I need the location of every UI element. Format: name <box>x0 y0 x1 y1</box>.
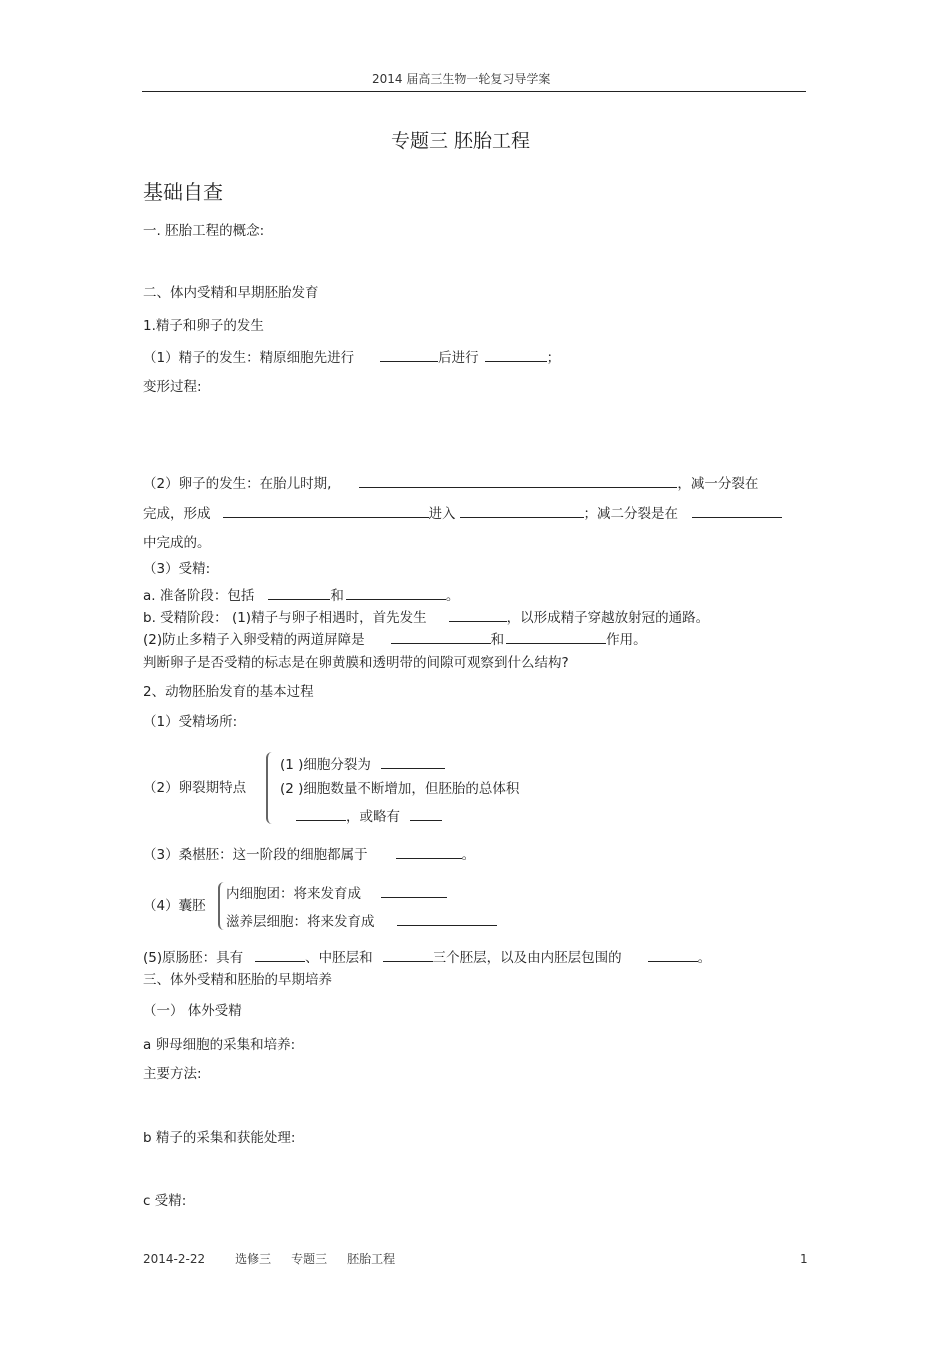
barrier-text-1: (2)防止多精子入卵受精的两道屏障是 <box>143 632 365 648</box>
deformation-label: 变形过程: <box>143 379 202 395</box>
fertilization-label: （3）受精: <box>143 561 211 577</box>
fert-text-2: ，以形成精子穿越放射冠的通路。 <box>506 610 710 626</box>
heading-in-vitro: 三、体外受精和胚胎的早期培养 <box>143 972 332 988</box>
blank-field[interactable] <box>268 587 330 600</box>
footer-topic: 专题三 <box>291 1252 328 1266</box>
barrier-text-3: 作用。 <box>606 632 647 648</box>
egg-text-3: 完成，形成 <box>143 506 211 522</box>
cleavage-item-1 <box>280 756 445 773</box>
brace-icon <box>266 752 276 824</box>
gastrula-text-2: 、中胚层和 <box>305 950 373 966</box>
blank-field[interactable] <box>460 505 584 518</box>
sperm-line <box>143 349 560 366</box>
footer-date: 2014-2-22 <box>143 1252 206 1266</box>
blank-field[interactable] <box>381 756 445 769</box>
egg-text-2: ，减一分裂在 <box>677 476 759 492</box>
cleavage-text-3: ，或略有 <box>346 809 400 825</box>
egg-text-4: 进入 <box>428 506 456 522</box>
blastocyst-label: （4）囊胚 <box>143 898 206 914</box>
morula-text-2: 。 <box>461 847 476 863</box>
blastocyst-item-2 <box>226 913 497 930</box>
cleavage-item-2: (2 )细胞数量不断增加，但胚胎的总体积 <box>280 781 520 797</box>
prep-text-3: 。 <box>445 588 460 604</box>
gastrula-text-3: 三个胚层，以及由内胚层包围的 <box>432 950 622 966</box>
fert-site-label: （1）受精场所: <box>143 714 238 730</box>
blank-field[interactable] <box>223 505 429 518</box>
egg-line-3: 中完成的。 <box>143 535 211 551</box>
icm-text: 内细胞团：将来发育成 <box>226 886 361 902</box>
blank-field[interactable] <box>506 631 606 644</box>
morula-line <box>143 846 475 863</box>
egg-line <box>143 475 758 492</box>
blank-field[interactable] <box>381 885 447 898</box>
blank-field[interactable] <box>346 587 446 600</box>
brace-icon <box>218 882 226 930</box>
cleavage-label: （2）卵裂期特点 <box>143 780 247 796</box>
gastrula-text-1: (5)原肠胚：具有 <box>143 950 244 966</box>
heading-ivf: （一） 体外受精 <box>143 1003 242 1019</box>
blank-field[interactable] <box>410 808 442 821</box>
blank-field[interactable] <box>359 475 677 488</box>
egg-text-5: ；减二分裂是在 <box>583 506 678 522</box>
trophoblast-text: 滋养层细胞：将来发育成 <box>226 914 375 930</box>
blank-field[interactable] <box>391 631 491 644</box>
blank-field[interactable] <box>648 949 698 962</box>
blank-field[interactable] <box>396 846 462 859</box>
fert-stage-line <box>143 609 709 626</box>
heading-in-vivo: 二、体内受精和早期胚胎发育 <box>143 285 319 301</box>
header-rule <box>142 91 806 92</box>
item-main-methods: 主要方法: <box>143 1066 202 1082</box>
heading-embryo-dev: 2、动物胚胎发育的基本过程 <box>143 684 314 700</box>
heading-gametogenesis: 1.精子和卵子的发生 <box>143 318 264 334</box>
prep-text-1: a. 准备阶段：包括 <box>143 588 255 604</box>
morula-text-1: （3）桑椹胚：这一阶段的细胞都属于 <box>143 847 368 863</box>
fert-text-1: b. 受精阶段： (1)精子与卵子相遇时，首先发生 <box>143 610 427 626</box>
sperm-text-3: ； <box>546 350 561 366</box>
blank-field[interactable] <box>383 949 433 962</box>
egg-text-1: （2）卵子的发生：在胎儿时期, <box>143 476 332 492</box>
blank-field[interactable] <box>692 505 782 518</box>
section-heading: 基础自查 <box>143 180 223 204</box>
blastocyst-item-1 <box>226 885 447 902</box>
blank-field[interactable] <box>255 949 305 962</box>
blank-field[interactable] <box>449 609 507 622</box>
egg-line-2 <box>143 505 782 522</box>
cleavage-text-1: (1 )细胞分裂为 <box>280 757 371 773</box>
item-oocyte: a 卵母细胞的采集和培养: <box>143 1037 296 1053</box>
footer-course: 选修三 <box>235 1252 272 1266</box>
sperm-text-1: （1）精子的发生：精原细胞先进行 <box>143 350 355 366</box>
footer-subject: 胚胎工程 <box>347 1252 396 1266</box>
item-fertilization: c 受精: <box>143 1193 187 1209</box>
fert-marker-question: 判断卵子是否受精的标志是在卵黄膜和透明带的间隙可观察到什么结构? <box>143 655 569 671</box>
page-title: 专题三 胚胎工程 <box>391 130 531 152</box>
blank-field[interactable] <box>397 913 497 926</box>
page-header: 2014 届高三生物一轮复习导学案 <box>372 72 551 86</box>
page-footer <box>143 1253 395 1265</box>
barrier-line <box>143 631 647 648</box>
blank-field[interactable] <box>380 349 438 362</box>
gastrula-text-4: 。 <box>697 950 712 966</box>
cleavage-item-3 <box>296 808 442 825</box>
page-number: 1 <box>800 1252 808 1266</box>
item-sperm-collection: b 精子的采集和获能处理: <box>143 1130 296 1146</box>
gastrula-line <box>143 949 711 966</box>
item-concept: 一. 胚胎工程的概念: <box>143 223 265 239</box>
barrier-text-2: 和 <box>490 632 505 648</box>
blank-field[interactable] <box>485 349 547 362</box>
prep-text-2: 和 <box>330 588 344 604</box>
prep-stage-line <box>143 587 459 604</box>
blank-field[interactable] <box>296 808 346 821</box>
sperm-text-2: 后进行 <box>438 350 479 366</box>
